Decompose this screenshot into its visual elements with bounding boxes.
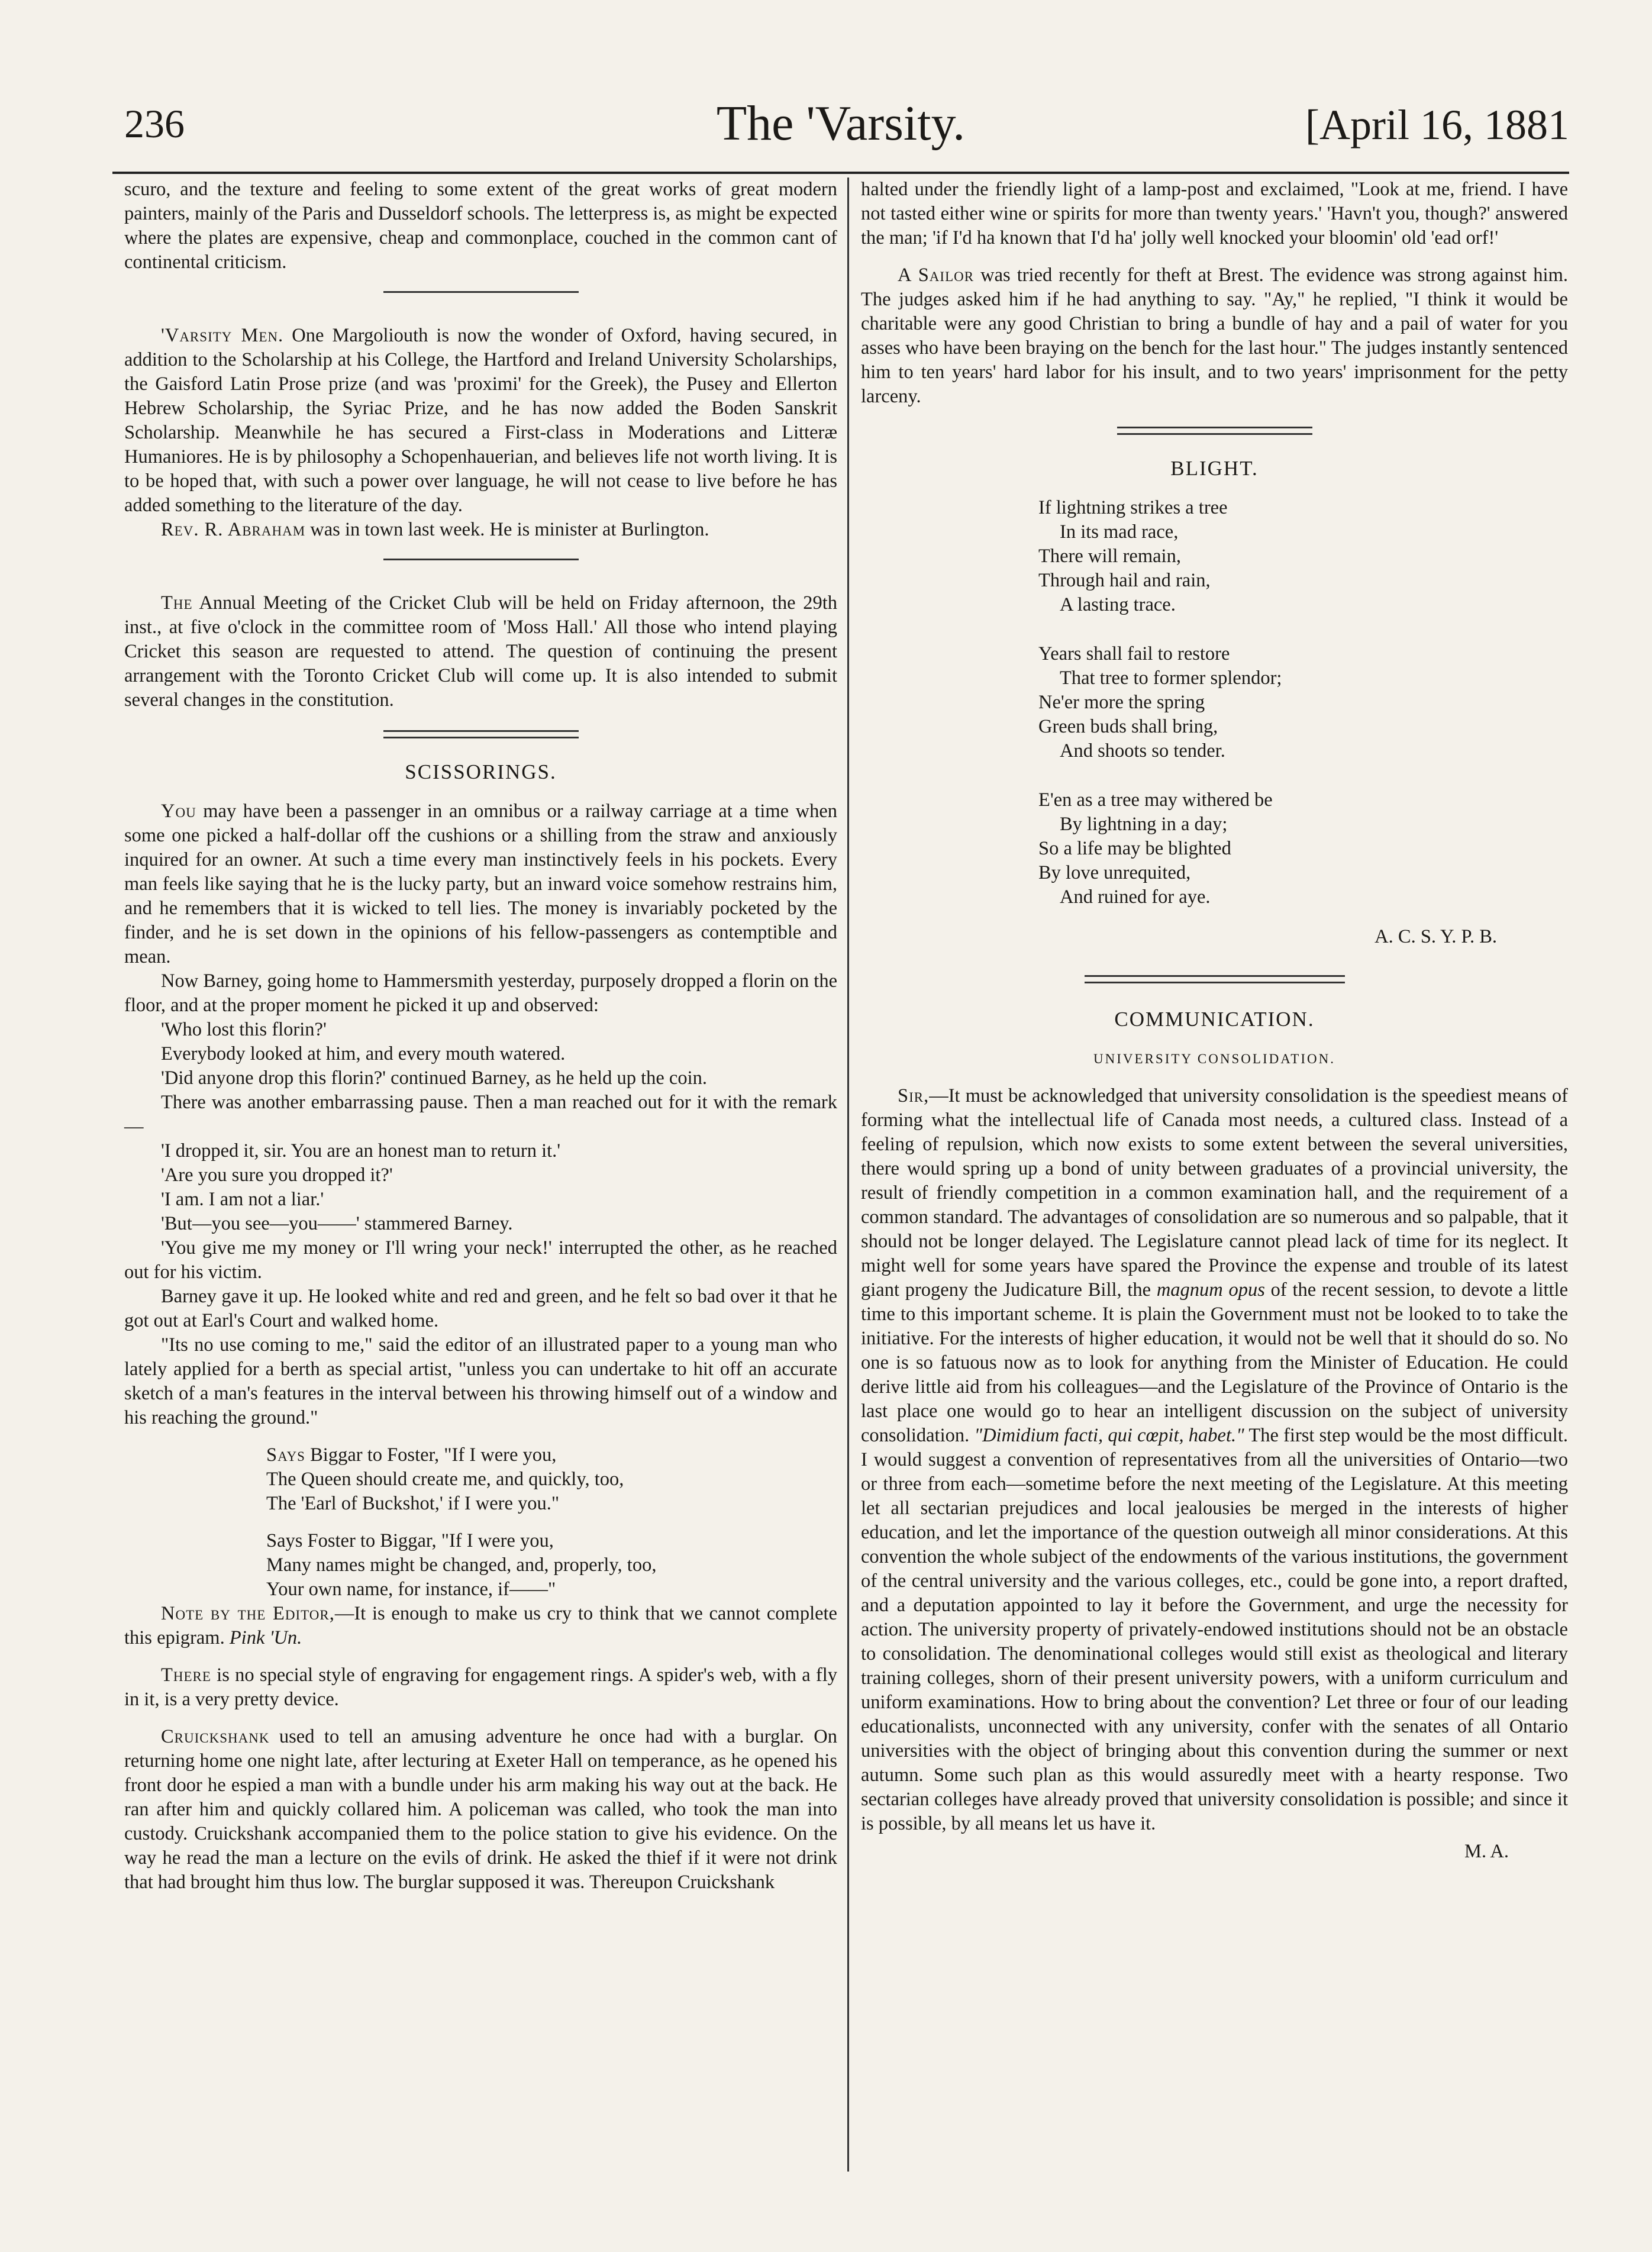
epigram-verse-2 <box>124 1529 837 1602</box>
separator-rule <box>383 291 579 293</box>
right-column <box>861 178 1568 1864</box>
verse-line: Your own name, for instance, if——" <box>266 1579 556 1600</box>
poem-line: That tree to former splendor; <box>1060 667 1282 689</box>
poem-line: And ruined for aye. <box>1060 886 1211 908</box>
dialogue-line: 'I dropped it, sir. You are an honest man to return it.' <box>161 1140 561 1162</box>
poem-line: A lasting trace. <box>1060 594 1176 615</box>
separator-rule <box>383 559 579 560</box>
masthead <box>112 89 1569 166</box>
verse-line: Says Foster to Biggar, "If I were you, <box>266 1530 554 1551</box>
publication-title: The 'Varsity. <box>716 96 966 151</box>
poem-title: BLIGHT. <box>1170 457 1259 480</box>
run-in-head: Cruickshank <box>161 1726 270 1747</box>
dialogue-line: 'Are you sure you dropped it?' <box>161 1164 393 1186</box>
paragraph-text: —It must be acknowledged that university consolidation is the speediest means of forming what the intellectual life of Canada most needs, a cultured class. Instead of a feeling of repulsion, which now exists to some extent between the several universities, there would spring up a bond of unity between graduates of a provincial university, the result of friendly competition in a common examination hall, and the requirement of a common standard. The advantages of consolidation are so numerous and so palpable, that it should not be longer delayed. The Legislature cannot plead lack of time for its neglect. It might well for some years have spared the Province the expense and trouble of its latest giant progeny the Judicature Bill, the <box>861 1085 1568 1301</box>
dialogue-line: There was another embarrassing pause. Then a man reached out for it with the remark— <box>124 1092 837 1137</box>
run-in-head: Note by the Editor, <box>161 1603 335 1624</box>
run-in-head: The <box>161 592 193 614</box>
paragraph-text: was tried recently for theft at Brest. The evidence was strong against him. The judges asked him if he had anything to say. "Ay," he replied, "I think it would be charitable were any good Christian to bring a bundle of hay and a pail of water for you asses who have been braying on the bench for the last hour." The judges instantly sentenced him to ten years' hard labor for his insult, and to two years' imprisonment for the petty larceny. <box>861 264 1568 407</box>
sailor-paragraph <box>861 263 1568 409</box>
poem-line: And shoots so tender. <box>1060 740 1225 762</box>
poem-stanza <box>1038 496 1568 617</box>
verse-line <box>266 1443 837 1467</box>
communication-letter <box>861 1084 1568 1836</box>
poem-line: By love unrequited, <box>1038 862 1191 883</box>
scissorings-paragraph <box>124 799 837 969</box>
verse-line: Many names might be changed, and, properly, too, <box>266 1554 657 1576</box>
poem-line: Ne'er more the spring <box>1038 692 1205 713</box>
verse-line: The 'Earl of Buckshot,' if I were you." <box>266 1493 560 1514</box>
run-in-head: Sir, <box>898 1085 930 1106</box>
poem-line: If lightning strikes a tree <box>1038 497 1228 518</box>
latin-quotation: "Dimidium facti, qui cœpit, habet." <box>974 1425 1244 1446</box>
poem-signature: A. C. S. Y. P. B. <box>1374 926 1497 947</box>
dialogue-line: 'Who lost this florin?' <box>161 1019 327 1040</box>
dialogue-line: 'I am. I am not a liar.' <box>161 1189 324 1210</box>
column-divider <box>847 178 849 2172</box>
letter-signature: M. A. <box>1464 1841 1509 1862</box>
poem-line: Through hail and rain, <box>1038 570 1211 591</box>
cricket-club-paragraph <box>124 591 837 712</box>
dialogue-line: 'But—you see—you——' stammered Barney. <box>161 1213 513 1234</box>
left-column <box>124 178 837 1895</box>
scissorings-paragraph: "Its no use coming to me," said the editor of an illustrated paper to a young man who lately applied for a berth as special artist, "unless you can undertake to hit off an accurate sketch of a man's features in the interval between his throwing himself out of a window and his reaching the ground." <box>124 1334 837 1428</box>
section-subheading: UNIVERSITY CONSOLIDATION. <box>1093 1051 1335 1066</box>
paragraph-text: of the recent session, to devote a little time to this important scheme. It is plain the Government must not be looked to to take the initiative. For the interests of higher education, it would not be well that it should do so. No one is so fatuous now as to look for anything from the Minister of Education. He could derive little aid from his colleagues—and the Legislature of the Province of Ontario is the last place one would go to hear an intelligent discussion on the subject of university consolidation. <box>861 1279 1568 1446</box>
run-in-head: 'Varsity Men. <box>161 325 284 346</box>
paragraph-text: One Margoliouth is now the wonder of Oxford, having secured, in addition to the Scholarship at his College, the Hartford and Ireland University Scholarships, the Gaisford Latin Prose prize (and was 'proximi' for the Greek), the Pusey and Ellerton Hebrew Scholarship, the Syriac Prize, and he has now added the Boden Sanskrit Scholarship. Meanwhile he has secured a First-class in Moderations and Litteræ Humaniores. He is by philosophy a Schopenhauerian, and believes life not worth living. It is to be hoped that, with such a power over language, he will not cease to live before he has added something to the literature of the day. <box>124 325 837 516</box>
scissorings-paragraph: Now Barney, going home to Hammersmith yesterday, purposely dropped a florin on the floor, and at the proper moment he picked it up and observed: <box>124 970 837 1016</box>
paragraph-text: is no special style of engraving for engagement rings. A spider's web, with a fly in it, is a very pretty device. <box>124 1664 837 1710</box>
paragraph-text: The first step would be the most difficult. I would suggest a convention of representatives from all the universities of Ontario—two or three from each—sometime before the next meeting of the Legislature. At this meeting let all sectarian prejudices and local jealousies be merged in the interests of higher education, and let the importance of the question outweigh all minor considerations. At this convention the whole subject of the endowments of the various institutions, the government of the central university and the various colleges, etc., could be gone into, a report drafted, and a deputation appointed to lay it before the Government, and urge the necessity for action. The university property of privately-endowed institutions should not be an obstacle to consolidation. The denominational colleges would still exist as theological and literary training colleges, shorn of their present university powers, with a uniform curriculum and uniform examinations. How to bring about the convention? Let three or four of our leading educationalists, unconnected with any university, confer with the senates of all Ontario universities with the object of bringing about this convention during the summer or next autumn. Some such plan as this would assuredly meet with a hearty response. Two sectarian colleges have already proved that university consolidation is possible; and since it is possible, by all means let us have it. <box>861 1425 1568 1834</box>
article-continuation: halted under the friendly light of a lamp-post and exclaimed, "Look at me, friend. I have not tasted either wine or spirits for more than twenty years.' 'Havn't you, though?' answered the man; 'if I'd ha known that I'd ha' jolly well knocked your bloomin' old 'ead orf!' <box>861 179 1568 249</box>
editor-note <box>124 1602 837 1650</box>
abraham-paragraph <box>124 518 837 542</box>
poem-line: By lightning in a day; <box>1060 814 1228 835</box>
section-heading-scissorings: SCISSORINGS. <box>405 760 557 783</box>
run-in-head: You <box>161 801 196 822</box>
poem-line: E'en as a tree may withered be <box>1038 789 1273 811</box>
varsity-men-paragraph <box>124 324 837 518</box>
header-rule <box>112 172 1569 174</box>
issue-date: [April 16, 1881 <box>1305 101 1569 149</box>
poem-line: Green buds shall bring, <box>1038 716 1218 737</box>
run-in-head: A Sailor <box>898 264 975 286</box>
run-in-head: There <box>161 1664 211 1686</box>
page-number: 236 <box>124 101 185 146</box>
paragraph-text: Annual Meeting of the Cricket Club will be held on Friday afternoon, the 29th inst., at five o'clock in the committee room of 'Moss Hall.' All those who intend playing Cricket this season are requested to attend. The question of continuing the present arrangement with the Toronto Cricket Club will come up. It is also intended to submit several changes in the constitution. <box>124 592 837 711</box>
poem-line: So a life may be blighted <box>1038 838 1231 859</box>
poem-line: There will remain, <box>1038 546 1181 567</box>
poem-line: In its mad race, <box>1060 521 1179 543</box>
verse-line: The Queen should create me, and quickly, too, <box>266 1469 624 1490</box>
double-separator-rule <box>383 730 579 738</box>
scissorings-paragraph <box>124 1663 837 1712</box>
paragraph-text: used to tell an amusing adventure he once had with a burglar. On returning home one night late, after lecturing at Exeter Hall on temperance, as he opened his front door he espied a man with a bundle under his arm making his way out at the back. He ran after him and quickly collared him. A policeman was called, who took the man into custody. Cruickshank accompanied them to the police station to give his evidence. On the way he read the man a lecture on the evils of drink. He asked the thief if it were not drink that had brought him thus low. The burglar supposed it was. Thereupon Cruickshank <box>124 1726 837 1893</box>
run-in-head: Says <box>266 1444 305 1466</box>
poem-line: Years shall fail to restore <box>1038 643 1230 664</box>
double-separator-rule <box>1085 975 1345 983</box>
scissorings-paragraph <box>124 1725 837 1895</box>
scissorings-paragraph: Barney gave it up. He looked white and red and green, and he felt so bad over it that he got out at Earl's Court and walked home. <box>124 1286 837 1331</box>
article-continuation: scuro, and the texture and feeling to some extent of the great works of great modern painters, mainly of the Paris and Dusseldorf schools. The letterpress is, as might be expected where the plates are expensive, cheap and commonplace, couched in the common cant of continental criticism. <box>124 179 837 273</box>
italic-phrase: magnum opus <box>1156 1279 1265 1301</box>
dialogue-line: 'You give me my money or I'll wring your neck!' interrupted the other, as he reached out for his victim. <box>124 1237 837 1283</box>
double-separator-rule <box>1117 427 1312 435</box>
poem <box>861 496 1568 909</box>
run-in-head: Rev. R. Abraham <box>161 519 306 540</box>
poem-stanza <box>1038 788 1568 909</box>
verse-text: Biggar to Foster, "If I were you, <box>305 1444 557 1466</box>
dialogue-line: 'Did anyone drop this florin?' continued Barney, as he held up the coin. <box>161 1067 707 1089</box>
dialogue-line: Everybody looked at him, and every mouth watered. <box>161 1043 566 1064</box>
poem-stanza <box>1038 642 1568 763</box>
paragraph-text: —It is enough to make us cry to think that we cannot complete this epigram. <box>124 1603 837 1648</box>
epigram-verse-1 <box>124 1443 837 1516</box>
section-heading-communication: COMMUNICATION. <box>1114 1008 1315 1031</box>
source-credit: Pink 'Un. <box>229 1627 302 1648</box>
paragraph-text: may have been a passenger in an omnibus or a railway carriage at a time when some one picked a half-dollar off the cushions or a shilling from the straw and anxiously inquired for an owner. At such a time every man instinctively feels in his pockets. Every man feels like saying that he is the lucky party, but an inward voice somehow restrains him, and he remembers that it is wicked to tell lies. The money is invariably pocketed by the finder, and he is set down in the opinions of his fellow-passengers as contemptible and mean. <box>124 801 837 967</box>
paragraph-text: was in town last week. He is minister at Burlington. <box>305 519 709 540</box>
